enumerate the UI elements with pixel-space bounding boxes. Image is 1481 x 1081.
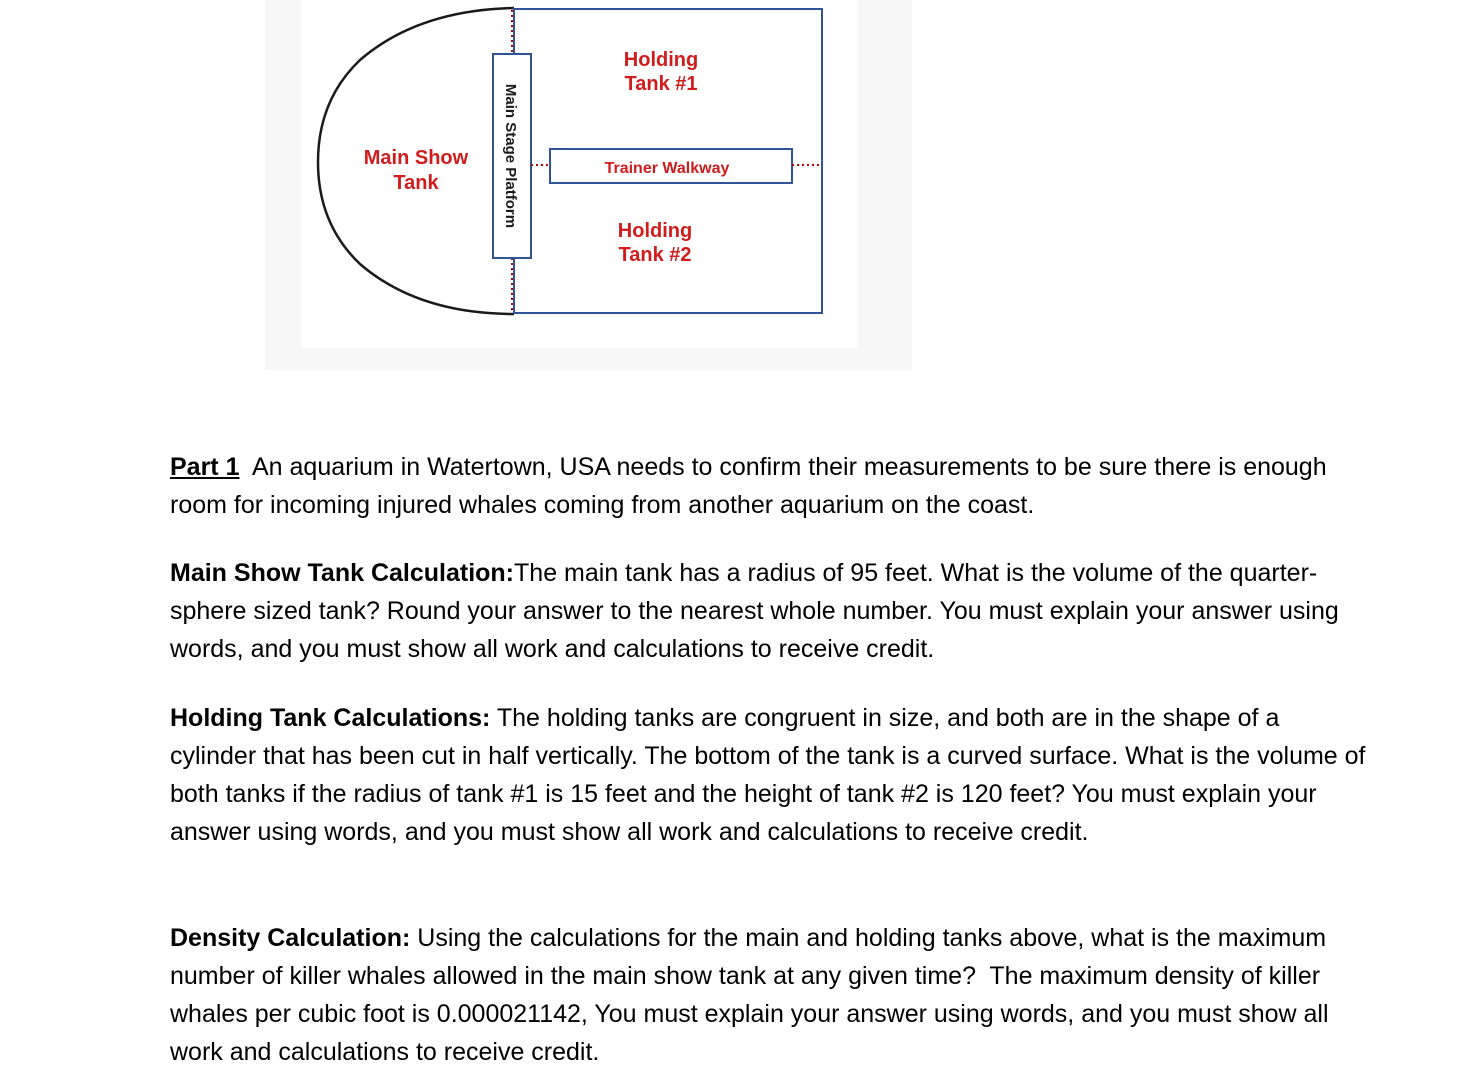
density-heading: Density Calculation: — [170, 924, 411, 952]
part1-paragraph — [170, 448, 1370, 524]
holding-heading: Holding Tank Calculations: — [170, 704, 491, 732]
main-show-heading: Main Show Tank Calculation: — [170, 559, 515, 587]
holding-tank-2-label-line2: Tank #2 — [618, 244, 692, 266]
main-show-paragraph — [170, 554, 1370, 668]
holding-tank-2-label-line1: Holding — [617, 220, 693, 242]
main-show-text: The main tank has a radius of 95 feet. What is the volume of the quarter-sphere sized tank? Round your answer to the nearest whole number. You must explain your answer using words, and you must show all work and calculations to receive credit. — [170, 559, 1339, 663]
main-tank-label-line2: Tank — [393, 172, 439, 194]
density-paragraph — [170, 919, 1370, 1071]
holding-paragraph — [170, 699, 1373, 851]
walkway-label: Trainer Walkway — [604, 160, 730, 177]
density-text: Using the calculations for the main and holding tanks above, what is the maximum number of killer whales allowed in the main show tank at any given time? The maximum density of killer whales per cubic foot is 0.000021142, You must explain your answer using words, and you must show all work and calculations to receive credit. — [170, 924, 1336, 1066]
part1-text: An aquarium in Watertown, USA needs to confirm their measurements to be sure there is enough room for incoming injured whales coming from another aquarium on the coast. — [170, 453, 1334, 519]
holding-text: The holding tanks are congruent in size, and both are in the shape of a cylinder that has been cut in half vertically. The bottom of the tank is a curved surface. What is the volume of both tanks if the radius of tank #1 is 15 feet and the height of tank #2 is 120 feet? You must explain your answer using words, and you must show all work and calculations to receive credit. — [170, 704, 1373, 846]
holding-tank-1-label-line1: Holding — [623, 49, 699, 71]
main-tank-label-line1: Main Show — [363, 147, 469, 169]
holding-tank-1-label-line2: Tank #1 — [624, 73, 698, 95]
platform-label: Main Stage Platform — [502, 83, 519, 229]
aquarium-diagram — [0, 0, 1481, 400]
part1-label: Part 1 — [170, 453, 240, 481]
